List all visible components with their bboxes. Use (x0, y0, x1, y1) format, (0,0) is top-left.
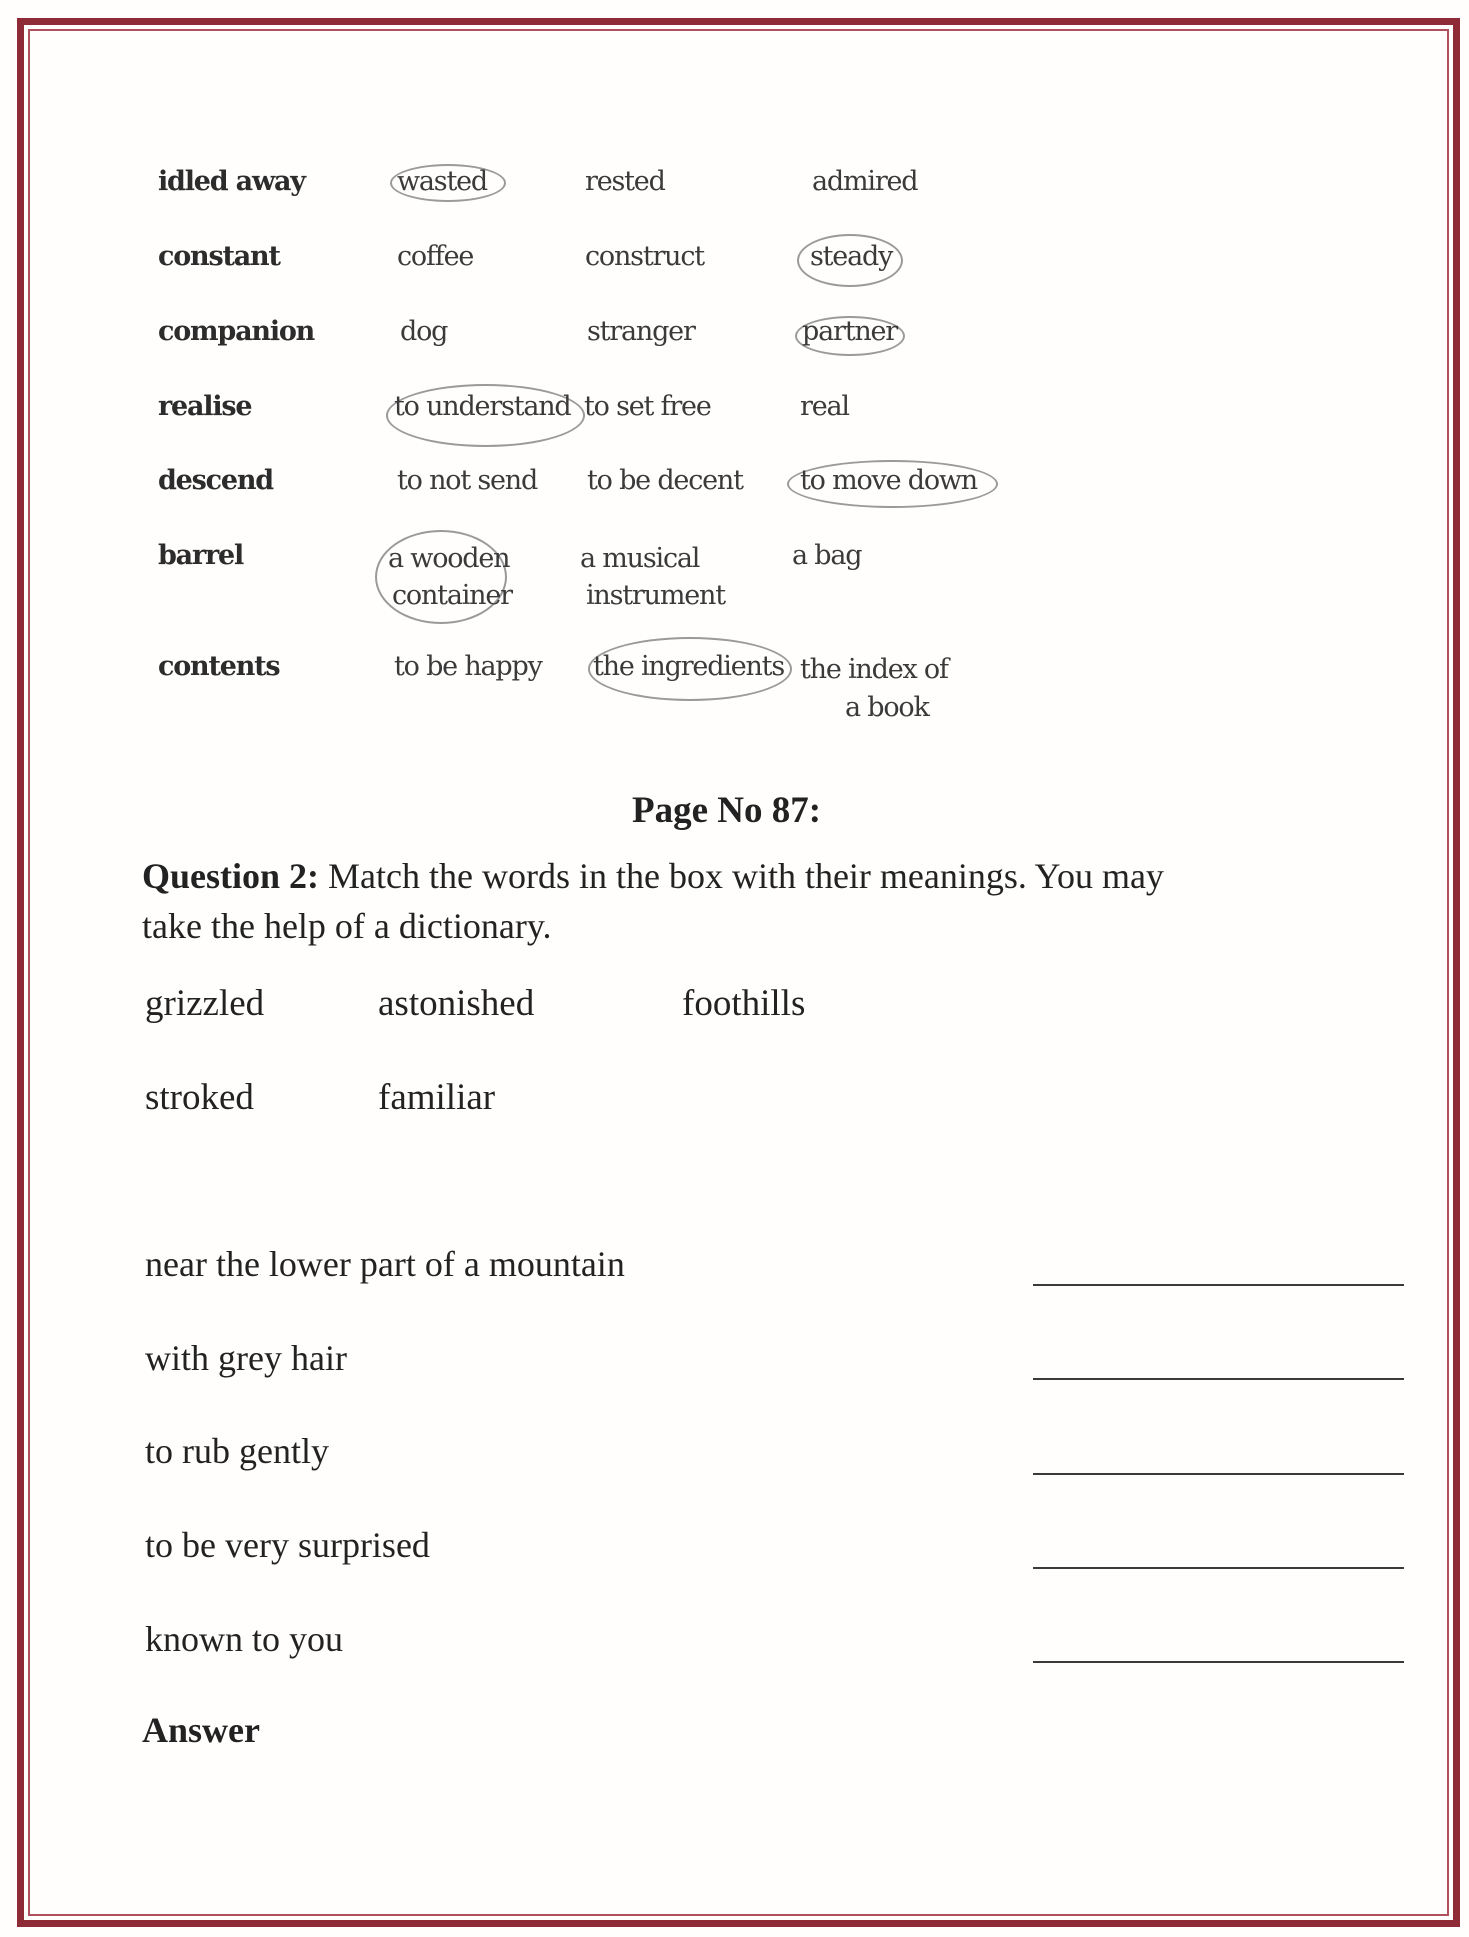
vocab-option: admired (812, 166, 918, 197)
box-word: stroked (145, 1077, 254, 1118)
vocab-option-line: a wooden (388, 543, 510, 574)
vocab-option: to set free (584, 391, 711, 422)
box-word: foothills (682, 983, 806, 1024)
vocab-option: dog (400, 316, 448, 347)
vocab-option: partner (802, 316, 898, 347)
meaning-item: with grey hair (145, 1338, 347, 1378)
vocab-option: to be happy (394, 651, 542, 682)
vocab-option-line: the index of (800, 654, 948, 685)
meaning-item: to be very surprised (145, 1525, 430, 1565)
question-instruction: Match the words in the box with their meanings. You may (319, 856, 1164, 896)
box-word: astonished (378, 983, 535, 1024)
vocab-option (800, 651, 948, 727)
question-text-line-2: take the help of a dictionary. (142, 906, 552, 946)
vocab-word: idled away (158, 166, 305, 197)
vocab-option: steady (810, 241, 893, 272)
vocab-option: the ingredients (593, 651, 784, 682)
box-word: familiar (378, 1077, 496, 1118)
vocab-option: to understand (394, 391, 571, 422)
vocab-option: rested (585, 166, 665, 197)
vocab-option: coffee (397, 241, 474, 272)
vocab-word: realise (158, 391, 252, 422)
meaning-item: known to you (145, 1619, 343, 1659)
vocab-option: to move down (800, 465, 977, 496)
vocab-option: wasted (397, 166, 487, 197)
vocab-option: real (800, 391, 849, 422)
vocab-option (580, 540, 725, 614)
vocab-option-line: instrument (586, 580, 725, 611)
vocab-word: companion (158, 316, 315, 347)
vocab-option-line: container (392, 580, 512, 611)
answer-heading: Answer (142, 1710, 260, 1750)
answer-blank[interactable] (1033, 1661, 1404, 1663)
vocab-word: constant (158, 241, 280, 272)
vocab-option: stranger (587, 316, 695, 347)
vocab-option: to be decent (587, 465, 743, 496)
vocab-option-line: a musical (580, 543, 700, 574)
answer-blank[interactable] (1033, 1284, 1404, 1286)
vocab-option: a bag (792, 540, 862, 571)
vocab-option: to not send (397, 465, 538, 496)
vocab-option (388, 540, 512, 614)
page-heading: Page No 87: (632, 790, 822, 831)
question-label: Question 2: (142, 856, 320, 896)
box-word: grizzled (145, 983, 265, 1024)
meaning-item: near the lower part of a mountain (145, 1244, 625, 1284)
vocab-word: barrel (158, 540, 244, 571)
vocab-option: construct (585, 241, 704, 272)
answer-blank[interactable] (1033, 1378, 1404, 1380)
answer-blank[interactable] (1033, 1567, 1404, 1569)
meaning-item: to rub gently (145, 1431, 329, 1471)
question-text-line-1 (142, 855, 1164, 897)
vocab-word: descend (158, 465, 273, 496)
answer-blank[interactable] (1033, 1473, 1404, 1475)
vocab-word: contents (158, 651, 280, 682)
vocab-option-line: a book (845, 692, 929, 723)
